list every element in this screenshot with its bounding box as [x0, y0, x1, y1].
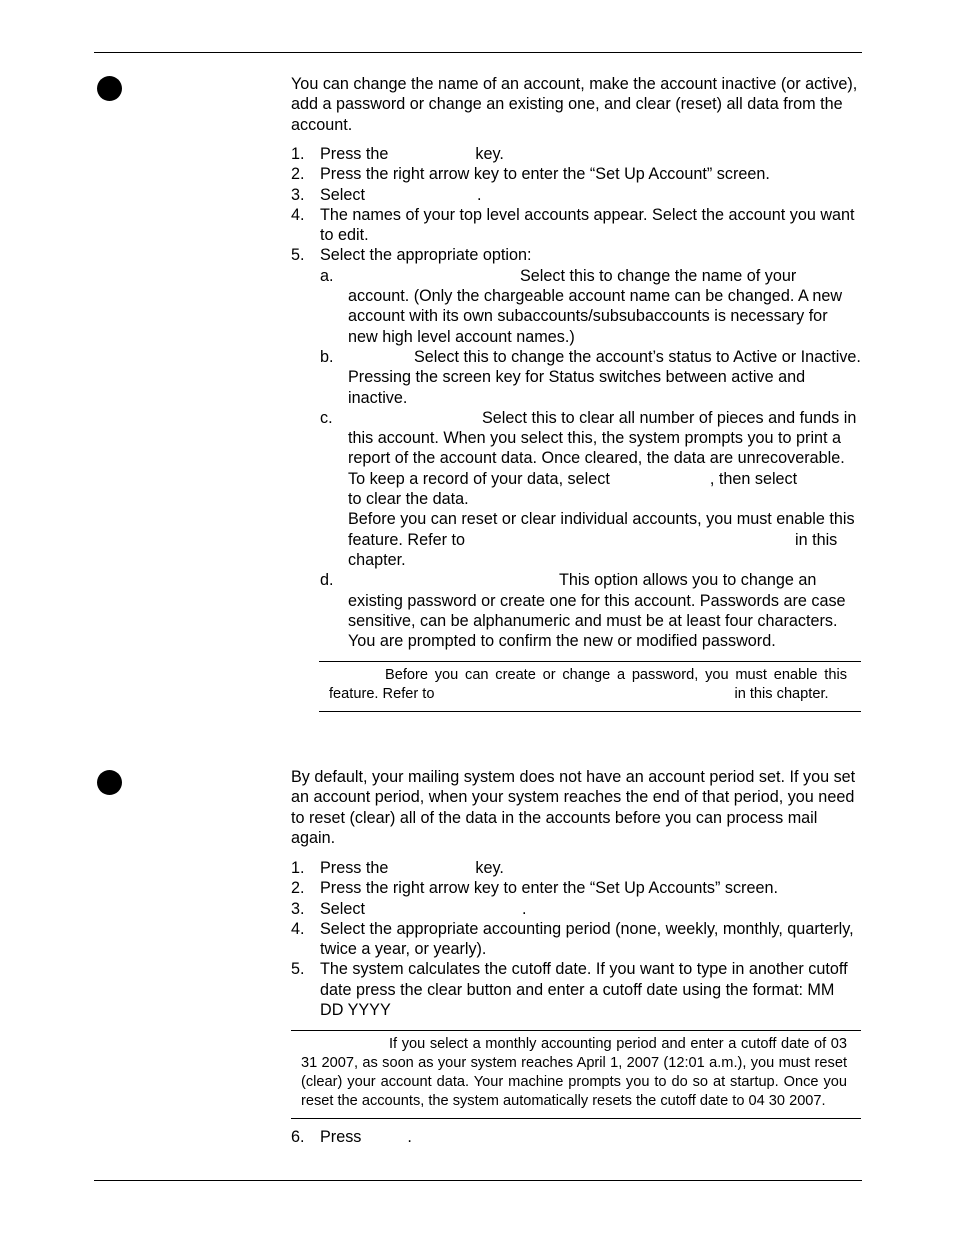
note-text: Before you can create or change a password, you must enable this feature. Refer to: [329, 667, 847, 703]
step-text: .: [477, 185, 482, 204]
step-text: The system calculates the cutoff date. If you want to type in another cutoff date press the clear button and enter a cutoff date using the format: MM DD YYYY: [320, 960, 848, 1020]
option-text: Select this to clear all number of pieces and funds in this account. When you select this, the system prompts you to print a report of the account data. Once cleared, the data are unrecoverable. To keep a record of your data, select: [348, 408, 857, 488]
step-number: 6.: [291, 1128, 305, 1147]
note-box: [319, 661, 861, 712]
option-text: Select this to change the name of your account. (Only the chargeable account name can be changed. A new account with its own subaccounts/subsubaccounts is necessary for new high level account names.): [348, 266, 843, 346]
option-letter: b.: [320, 347, 334, 366]
section1-steps: [291, 144, 861, 712]
option-text: in this chapter.: [348, 530, 838, 569]
list-item: [291, 205, 861, 246]
step-text: key.: [475, 145, 504, 163]
section1-intro: You can change the name of an account, make the account inactive (or active), add a password or change an existing one, and clear (reset) all data from the account.: [291, 75, 858, 134]
note-text: If you select a monthly accounting period and enter a cutoff date of 03 31 2007, as soon as your system reaches April 1, 2007 (12:01 a.m.), you must reset (clear) your account data. Your machine prompts you to do so at startup. Once you reset the accounts, the system automatically resets the cutoff date to 04 30 2007.: [301, 1036, 847, 1110]
step-text: Select the appropriate accounting period (none, weekly, monthly, quarterly, twice a year, or yearly).: [320, 919, 854, 959]
list-item: [291, 164, 861, 184]
list-item: [291, 919, 861, 960]
option-text: , then select: [709, 469, 798, 488]
option-text: This option allows you to change an existing password or create one for this account. Passwords are case sensitive, can be alphanumeric and must be at least four characters. You are prompted to confirm the new or modified password.: [348, 571, 846, 651]
step-number: 5.: [291, 960, 305, 979]
step-text: Press the: [320, 859, 389, 877]
step-number: 3.: [291, 185, 305, 204]
step-number: 1.: [291, 145, 305, 163]
bottom-rule: [94, 1180, 862, 1181]
section-bullet-icon: [97, 76, 122, 101]
option-a: [320, 266, 861, 347]
step-text: Select: [320, 899, 365, 918]
step-number: 2.: [291, 879, 305, 898]
step-text: .: [522, 899, 527, 918]
list-item: [291, 1127, 861, 1147]
option-letter: c.: [320, 408, 333, 427]
step-number: 4.: [291, 205, 305, 224]
option-text: Select this to change the account’s status to Active or Inactive. Pressing the screen key for Status switches between active and inactive.: [348, 347, 861, 407]
step-text: .: [407, 1128, 412, 1147]
option-letter: d.: [320, 571, 334, 590]
note-text: in this chapter.: [734, 686, 829, 703]
list-item: [291, 144, 861, 164]
example-note-box: [291, 1030, 861, 1119]
step-number: 4.: [291, 919, 305, 938]
step-text: Press the right arrow key to enter the “Set Up Accounts” screen.: [320, 879, 778, 898]
step-text: Press: [320, 1128, 362, 1147]
section2-steps: [291, 858, 861, 1148]
list-item: [291, 899, 861, 919]
step-text: Press the: [320, 145, 389, 163]
step-text: Select the appropriate option:: [320, 246, 532, 265]
option-text: Before you can reset or clear individual accounts, you must enable this feature. Refer to: [348, 510, 855, 549]
step-text: Select: [320, 185, 365, 204]
option-letter: a.: [320, 266, 334, 285]
step-text: The names of your top level accounts appear. Select the account you want to edit.: [320, 205, 855, 245]
step-number: 3.: [291, 899, 305, 918]
list-item: [291, 245, 861, 651]
section2-intro: By default, your mailing system does not have an account period set. If you set an account period, when your system reaches the end of that period, you need to reset (clear) all of the data in the accounts before you can process mail again.: [291, 768, 856, 847]
option-c: [320, 408, 861, 570]
option-text: to clear the data.: [348, 490, 469, 509]
option-b: [320, 347, 861, 408]
step-text: key.: [475, 859, 504, 877]
list-item: [291, 858, 861, 878]
step-number: 2.: [291, 165, 305, 184]
option-d: [320, 570, 861, 651]
step-text: Press the right arrow key to enter the “Set Up Account” screen.: [320, 165, 770, 184]
list-item: [291, 878, 861, 898]
top-rule: [94, 52, 862, 53]
step-number: 5.: [291, 246, 305, 265]
section-bullet-icon: [97, 770, 122, 795]
step-number: 1.: [291, 859, 305, 877]
list-item: [291, 959, 861, 1020]
list-item: [291, 185, 861, 205]
